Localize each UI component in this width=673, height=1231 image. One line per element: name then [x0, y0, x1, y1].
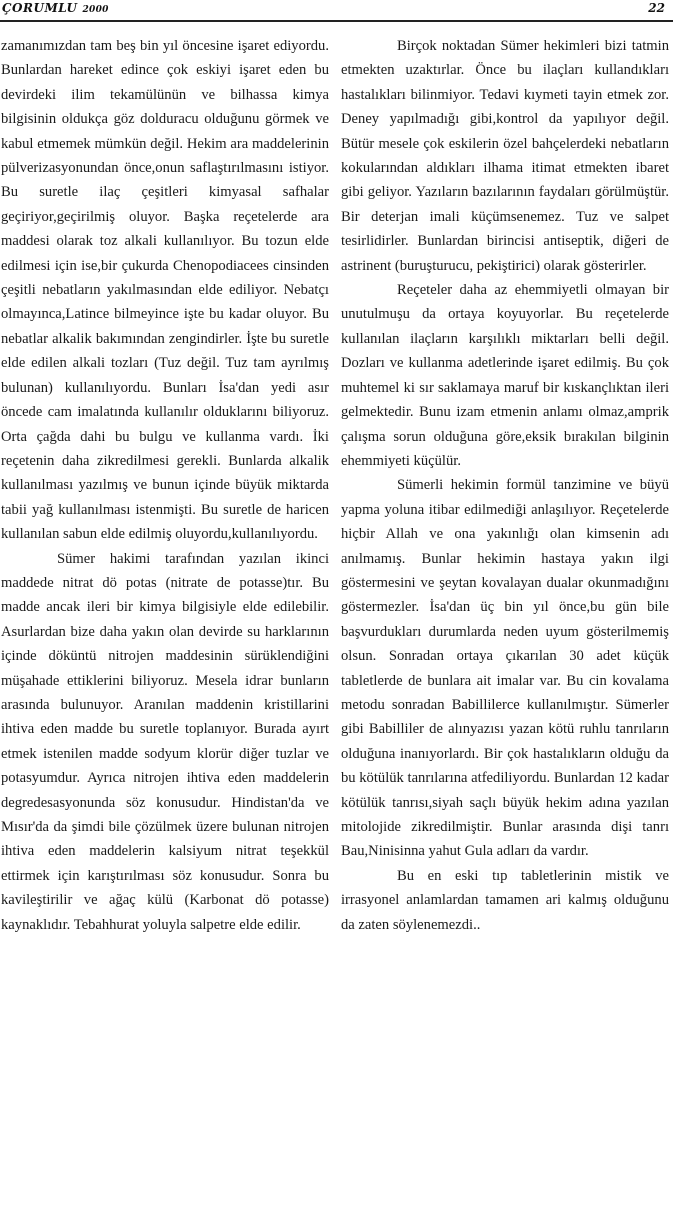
paragraph: Sümerli hekimin formül tanzimine ve büyü yapma yoluna itibar edilmediği anlaşılıyor. Reçetelerde hiçbir Allah ve ona yakınlığı olan kimsenin adı anılmamış. Bunlar hekimin hastaya yakın ilgi göstermesini ve şeytan kovalayan dualar okunmadığını göstermezler. İsa'dan üç bin yıl önce,bu gün bile başvurdukları durumlarda neden uyum gösterilmemiş olsun. Sonradan ortaya çıkarılan 30 adet küçük tabletlerde de bunlara ait imalar var. Bu cin kovalama metodu sonradan Babillilerce kullanılmıştır. Sümerler gibi Babilliler de alınyazısı yazan kötü ruhlu tanrıların olduğuna inanıyorlardı. Bir çok hastalıkların olduğu da bu kötülük tanrılarına atfediliyordu. Bunlardan 12 kadar kötülük tanrısı,siyah saçlı büyük hekim adına yazılan mitolojide zikredilmiştir. Bunlar arasında dişi tanrı Bau,Ninisinna yahut Gula adları da vardır. [341, 477, 669, 860]
header-rule [0, 20, 673, 22]
left-column [1, 34, 329, 937]
right-column [341, 34, 669, 937]
paragraph: Bu en eski tıp tabletlerinin mistik ve irrasyonel anlamlardan tamamen ari kalmış olduğunu da zaten söylenemezdi.. [341, 867, 669, 933]
paragraph: Reçeteler daha az ehemmiyetli olmayan bir unutulmuşu da ortaya koyuyorlar. Bu reçetelerde kullanılan ilaçların karşılıklı miktarları belli değil. Dozları ve kullanma adetlerinde işaret edilmiş. Bu çok muhtemel ki sır saklamaya maruf bir kıskançlıktan ileri gelmektedir. Bunu izam etmenin anlamı olmaz,amprik çalışma sorun olduğuna göre,eksik bırakılan bilginin ehemmiyeti küçülür. [341, 282, 669, 469]
paragraph: zamanımızdan tam beş bin yıl öncesine işaret ediyordu. Bunlardan hareket edince çok eskiyi işaret eden bu devirdeki ilim tekamülünün ve bilhassa kimya bilgisinin oldukça göz dolduracu olduğunu görmek ve kabul etmemek mümkün değil. Hekim ara maddelerinin pülverizasyonundan önce,onun saflaştırılmasını istiyor. Bu suretle ilaç çeşitleri kimyasal safhalar geçiriyor,geçirilmiş oluyor. Başka reçetelerde ara maddesi olarak toz alkali kullanılıyor. Bu tozun elde edilmesi için ise,bir çukurda Chenopodiacees cinsinden çeşitli nebatların yakılmasından elde ediliyor. Nebatçı olmayınca,Latince bilmeyince işte bu kadar oluyor. Bu nebatlar alkalik bakımından zengindirler. İşte bu suretle elde edilen alkali tozları (Tuz değil. Tuz tam ayrılmış bulunan) kullanılıyordu. Bunları İsa'dan yedi asır öncede cam imalatında kullanılır olduklarını biliyoruz. Orta çağda dahi bu bulgu ve kullanma vardı. İki reçetenin daha zikredilmesi gerekli. Bunlarda alkalik kullanılması yazılmış ve bunun içinde büyük miktarda tabii yağ kullanılması istenmişti. Bu suretle de haricen kullanılan sabun elde edilmiş oluyordu,kullanılıyordu. [1, 38, 329, 543]
masthead-year: 2000 [82, 5, 109, 15]
paragraph: Birçok noktadan Sümer hekimleri bizi tatmin etmekten uzaktırlar. Önce bu ilaçları kullandıkları hastalıkları bilinmiyor. Tedavi kıymeti tayin etmek zor. Deney yapılmadığı gibi,kontrol da yapılıyor değil. Bütür mesele çok eskilerin özel bahçelerdeki nebatların kokularından aldıkları ilhama itimat etmekten ibaret gibi geliyor. Yazıların bazılarının faydaları görülmüştür. Bir deterjan imali küçümsenemez. Tuz ve salpet tesirlidirler. Bunlardan birincisi antiseptik, diğeri de astrinent (buruşturucu, pekiştirici) olarak gösterirler. [341, 38, 669, 274]
masthead-logo [2, 1, 109, 15]
paragraph: Sümer hakimi tarafından yazılan ikinci maddede nitrat dö potas (nitrate de potasse)tır. Bu madde ancak ileri bir kimya bilgisiyle elde edilebilir. Asurlardan bize daha yakın olan devirde su harklarının içinde döküntü nitrojen maddesinin sürüklendiğini müşahade ettiklerini biliyoruz. Mesela idrar bunların arasında bulunuyor. Aranılan maddenin kristillarini ihtiva eden madde bu suretle toplanıyor. Burada ayırt etmek istenilen madde sodyum klorür diğer tuzlar ve potasyumdur. Ayrıca nitrojen ihtiva eden maddelerin degredesasyonunda söz konusudur. Hindistan'da ve Mısır'da da şimdi bile çözülmek üzere bulunan nitrojen ihtiva eden maddelerin kalsiyum nitrat teşekkül ettirmek için karıştırılması söz konusudur. Sonra bu kavileştirilir ve ağaç külü (Karbonat dö potasse) kaynaklıdır. Tebahhurat yoluyla salpetre elde edilir. [1, 550, 329, 933]
page-number: 22 [648, 1, 665, 15]
masthead-title: ÇORUMLU [2, 1, 78, 15]
page-header [0, 0, 673, 20]
